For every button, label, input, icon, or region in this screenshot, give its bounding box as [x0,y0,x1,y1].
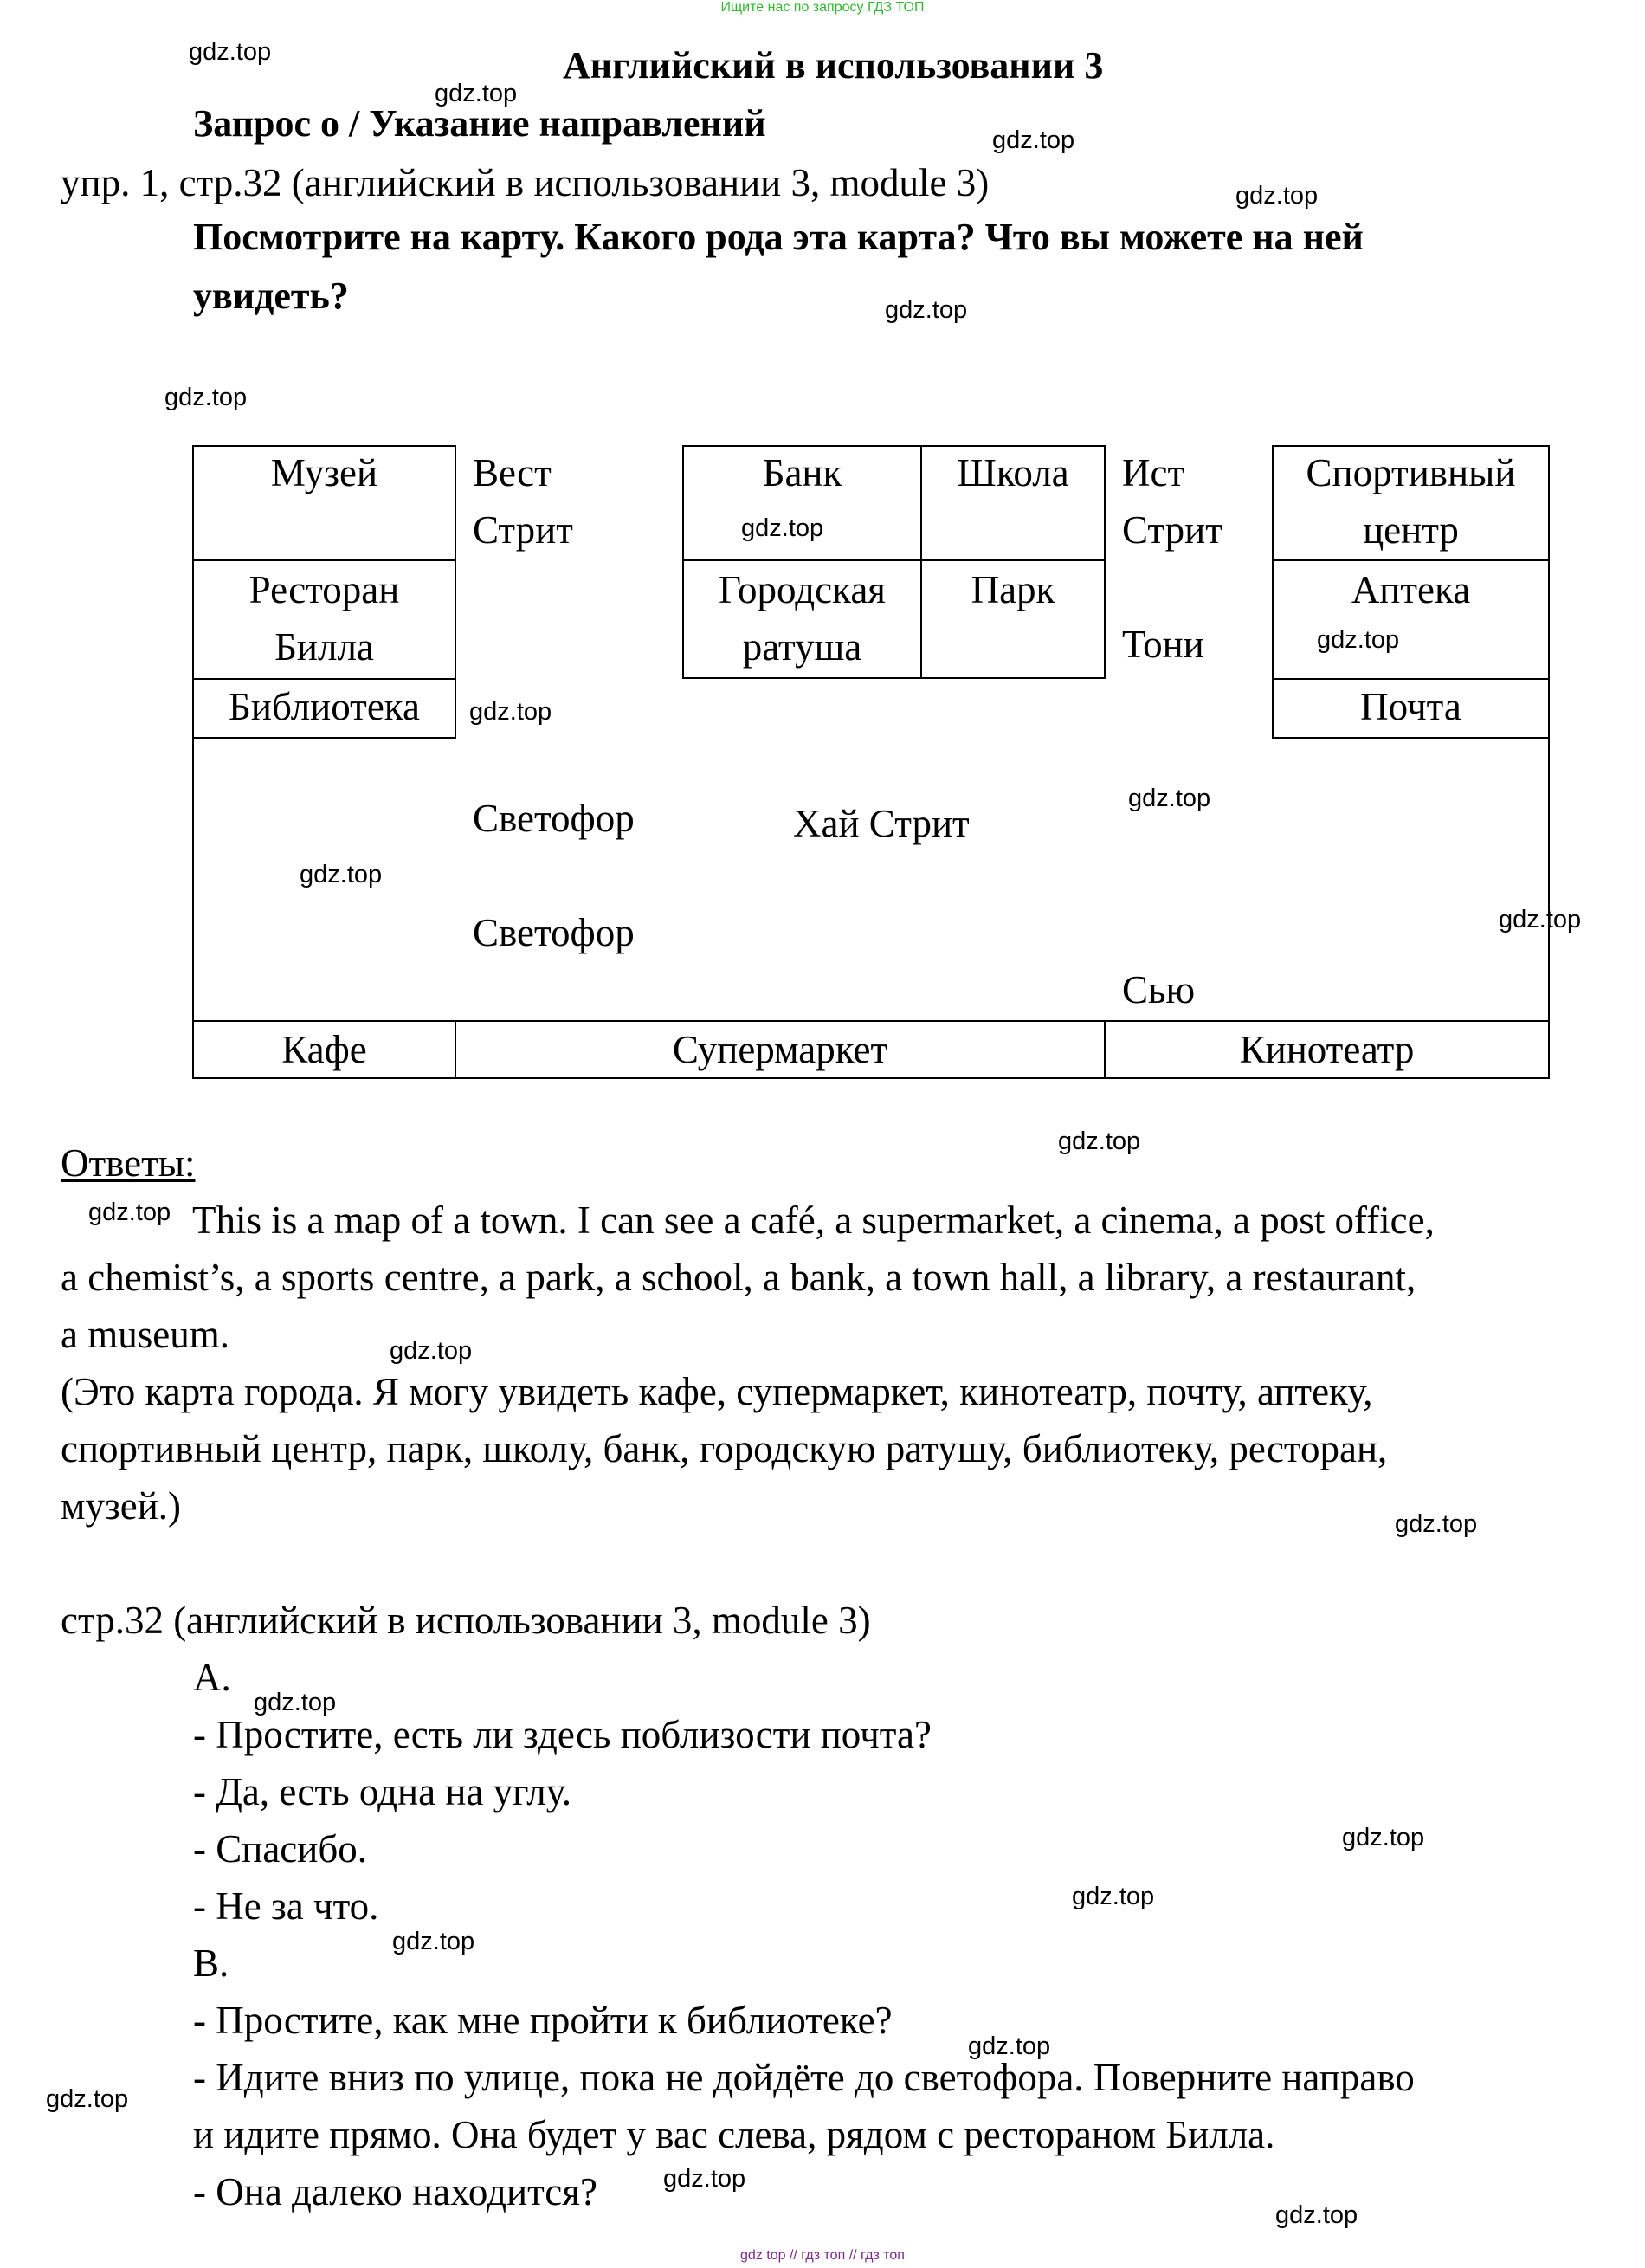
watermark: gdz.top [1235,182,1319,210]
page-subtitle: Запрос о / Указание направлений [193,102,766,145]
map-town-hall-2: ратуша [742,625,862,669]
dialogue-line: - Не за что. [193,1884,379,1928]
answer-russian-line: музей.) [61,1484,182,1528]
map-cinema: Кинотеатр [1239,1028,1415,1071]
map-east-street-1: Ист [1122,451,1185,494]
watermark: gdz.top [46,2085,129,2113]
task-line-2: увидеть? [193,275,349,317]
dialogue-a-label: A. [193,1656,231,1699]
watermark: gdz.top [663,2165,746,2193]
dialogue-line: - Спасибо. [193,1827,368,1871]
watermark: gdz.top [1058,1128,1141,1155]
dialogue-line: - Идите вниз по улице, пока не дойдёте до светофора. Поверните направо [193,2056,1415,2099]
map-sports-centre-2: центр [1363,508,1459,552]
answer-english-line: a museum. [61,1313,229,1356]
map-town-hall-1: Городская [719,568,886,611]
map-east-street-2: Стрит [1122,508,1222,552]
answer-russian-line: спортивный центр, парк, школу, банк, городскую ратушу, библиотеку, ресторан, [61,1427,1388,1470]
watermark: gdz.top [741,514,824,542]
watermark: gdz.top [164,384,248,411]
map-bank: Банк [762,451,842,494]
watermark: gdz.top [885,296,968,324]
map-post-office: Почта [1360,685,1461,728]
dialogue-line: - Простите, как мне пройти к библиотеке? [193,1999,893,2042]
map-traffic-light-1: Светофор [473,797,635,840]
answer-russian-line: (Это карта города. Я могу увидеть кафе, супермаркет, кинотеатр, почту, аптеку, [61,1370,1373,1413]
answer-english-line: This is a map of a town. I can see a café, a supermarket, a cinema, a post office, [192,1199,1435,1242]
map-west-street-2: Стрит [473,508,573,552]
map-chemist: Аптека [1351,568,1471,611]
dialogue-a [193,1649,1415,2220]
dialogue-line: - Она далеко находится? [193,2170,597,2213]
watermark: gdz.top [390,1337,473,1365]
watermark: gdz.top [435,80,518,107]
map-traffic-light-2: Светофор [473,911,635,954]
map-sue: Сью [1122,968,1196,1011]
watermark: gdz.top [88,1199,171,1226]
dialogue-line: - Да, есть одна на углу. [193,1770,571,1813]
map-high-street: Хай Стрит [793,802,970,845]
watermark: gdz.top [469,698,552,726]
watermark: gdz.top [968,2032,1051,2060]
watermark: gdz.top [189,38,272,66]
map-restaurant-1: Ресторан [248,568,400,611]
watermark: gdz.top [1342,1824,1425,1851]
map-cafe: Кафе [281,1028,367,1071]
map-park: Парк [971,568,1055,611]
map-museum: Музей [270,451,378,494]
watermark: gdz.top [992,126,1075,154]
watermark: gdz.top [254,1689,337,1716]
map-west-street-1: Вест [473,451,552,494]
answer-english [61,1192,1435,1363]
map-school: Школа [957,451,1069,494]
dialogue-line: - Простите, есть ли здесь поблизости почта? [193,1713,932,1756]
watermark: gdz.top [1072,1883,1155,1910]
page-title: Английский в использовании 3 [563,44,1104,87]
map-sports-centre-1: Спортивный [1306,451,1516,494]
watermark: gdz.top [300,861,383,888]
answer-russian [61,1363,1387,1535]
watermark: gdz.top [1499,906,1582,934]
footer-note: gdz top // гдз топ // гдз топ [740,2248,905,2263]
watermark: gdz.top [1275,2201,1358,2229]
watermark: gdz.top [1317,626,1400,654]
map-toni: Тони [1122,623,1204,666]
map-library: Библиотека [229,685,420,728]
dialogue-b-label: B. [193,1942,229,1985]
top-note: Ищите нас по запросу ГДЗ ТОП [720,0,925,15]
map-restaurant-2: Билла [274,625,374,669]
section2-reference: стр.32 (английский в использовании 3, module 3) [61,1599,871,1642]
exercise-reference: упр. 1, стр.32 (английский в использовании 3, module 3) [61,161,990,204]
answers-label: Ответы: [61,1141,196,1185]
dialogue-line: и идите прямо. Она будет у вас слева, рядом с рестораном Билла. [193,2113,1275,2156]
answer-english-line: a chemist’s, a sports centre, a park, a school, a bank, a town hall, a library, a restaurant, [61,1256,1416,1299]
watermark: gdz.top [392,1928,475,1955]
watermark: gdz.top [1395,1510,1478,1538]
map-supermarket: Супермаркет [672,1028,888,1071]
task-line-1: Посмотрите на карту. Какого рода эта карта? Что вы можете на ней [193,216,1364,258]
watermark: gdz.top [1128,785,1211,812]
